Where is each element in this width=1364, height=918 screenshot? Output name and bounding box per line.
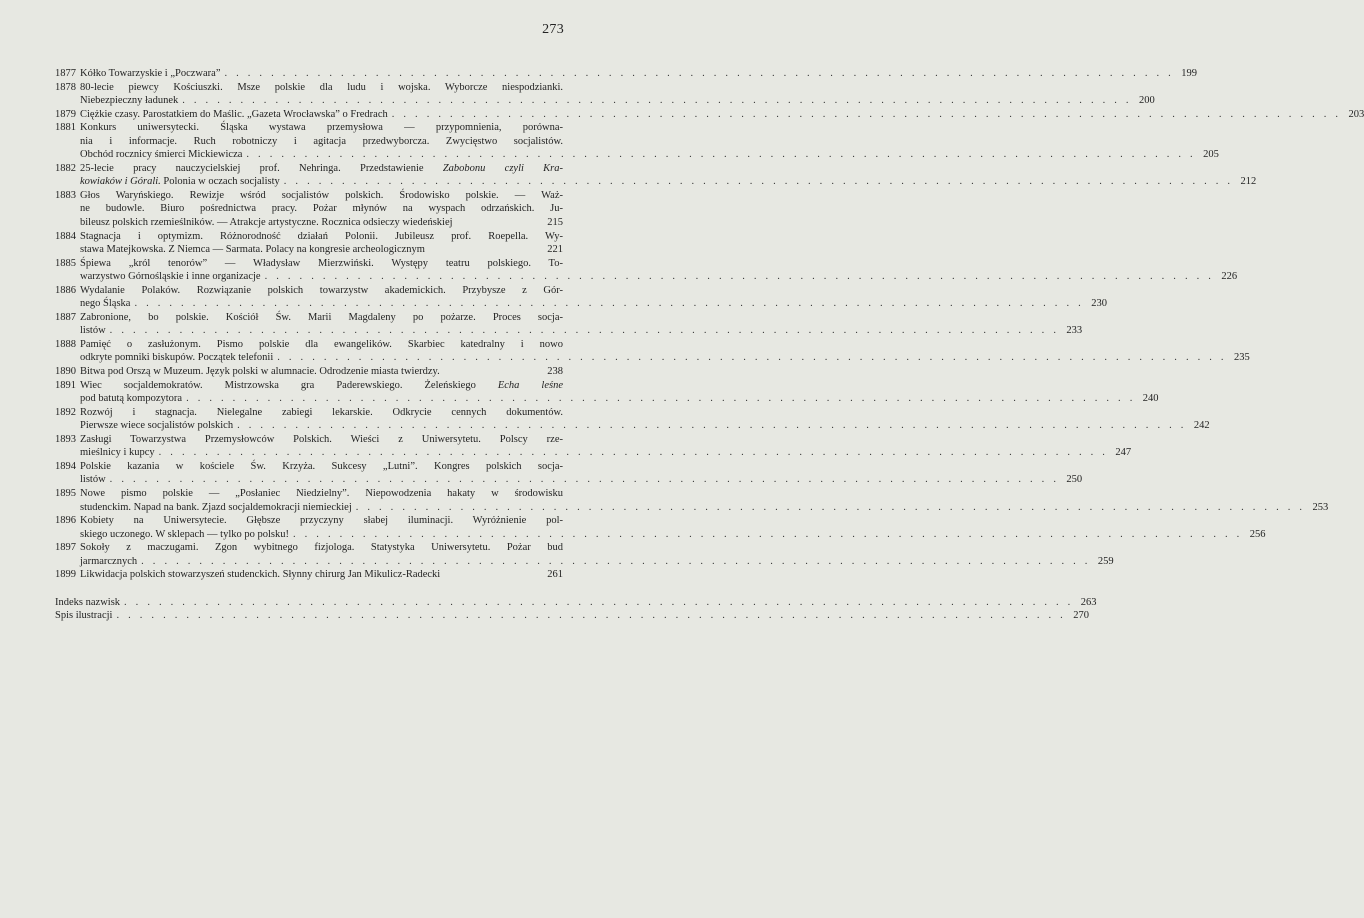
entry-text [80, 338, 563, 352]
text-segment: Niebezpieczny ładunek [80, 95, 179, 107]
text-segment: listów [80, 474, 106, 486]
entry-body [80, 257, 1238, 284]
text-segment: Śpiewa „król tenorów” — Władysław Mierzwiński. Występy teatru polskiego. To- [80, 257, 563, 269]
entry-text [80, 379, 563, 393]
entry-year: 1878 [55, 81, 76, 93]
page-ref: 247 [1115, 447, 1132, 459]
toc-entry [55, 365, 563, 379]
entry-year: 1890 [55, 366, 76, 378]
text-segment: Wiec socjaldemokratów. Mistrzowska gra Paderewskiego. Żeleńskiego [80, 379, 498, 391]
dot-leader [392, 108, 1341, 122]
toc-entry [55, 514, 1266, 541]
entry-body [80, 406, 1210, 433]
page-ref: 205 [1203, 149, 1219, 161]
entry-line [80, 555, 1114, 569]
text-segment: studenckim. Napad na bank. Zjazd socjaldemokracji niemieckiej [80, 501, 352, 513]
text-segment: Polonia w oczach socjalisty [160, 176, 280, 188]
page-ref: 259 [1097, 555, 1114, 567]
dot-leader [237, 419, 1186, 433]
italic-title: Echa leśne [497, 379, 563, 391]
entry-line [80, 528, 1266, 542]
entry-text [80, 555, 137, 569]
page-ref: 261 [547, 569, 563, 581]
page-ref: 250 [1066, 474, 1083, 486]
toc-entry [55, 67, 1197, 81]
text-segment: Wydalanie Polaków. Rozwiązanie polskich towarzystw akademickich. Przybysze z Gór- [80, 284, 563, 296]
page-ref: 235 [1233, 352, 1250, 364]
entry-text [80, 406, 563, 420]
entry-text [80, 94, 178, 108]
entry-line [80, 202, 563, 216]
entry-text [80, 473, 106, 487]
entry-line [80, 94, 1155, 108]
entry-line [80, 81, 563, 95]
entry-line [80, 243, 563, 257]
toc-entry [55, 284, 1107, 311]
entry-text [80, 568, 440, 582]
text-segment: Pierwsze wiece socjalistów polskich [80, 420, 234, 432]
entry-text [80, 487, 563, 501]
dot-leader [284, 175, 1233, 189]
page-ref: 270 [1073, 610, 1089, 622]
entry-text [80, 135, 563, 149]
text-segment: 25-lecie pracy nauczycielskiej prof. Nehringa. Przedstawienie [80, 162, 443, 174]
entry-year: 1884 [55, 230, 76, 242]
text-segment: 80-lecie piewcy Kościuszki. Msze polskie dla ludu i wojska. Wyborcze niespodzianki. [80, 81, 563, 93]
page-ref: 256 [1249, 528, 1266, 540]
entry-text [80, 351, 273, 365]
entry-year: 1896 [55, 515, 76, 527]
toc-entry [55, 406, 1210, 433]
text-segment: skiego uczonego. W sklepach — tylko po polsku! [80, 528, 289, 540]
dot-leader [356, 501, 1305, 515]
entry-text [80, 67, 220, 81]
dot-leader [124, 596, 1073, 610]
entry-year: 1895 [55, 487, 76, 499]
entry-line [80, 379, 563, 393]
toc-entry [55, 338, 1250, 365]
entry-body [80, 67, 1197, 81]
entry-text [80, 81, 563, 95]
entry-text [80, 297, 130, 311]
entry-body [80, 189, 563, 230]
entry-line [80, 189, 563, 203]
dot-leader [182, 94, 1131, 108]
entry-text [80, 514, 563, 528]
text-segment: Zasługi Towarzystwa Przemysłowców Polskich. Wieści z Uniwersytetu. Polscy rze- [80, 433, 563, 445]
entry-line [80, 541, 563, 555]
entry-body [80, 121, 1219, 162]
page-ref: 212 [1240, 176, 1257, 188]
entry-text [80, 202, 563, 216]
entry-line [55, 596, 1097, 610]
entry-line [80, 108, 1364, 122]
entry-text [80, 446, 155, 460]
back-matter-entry [55, 609, 1089, 623]
entry-line [80, 351, 1250, 365]
entry-text [80, 324, 106, 338]
entry-text [80, 121, 563, 135]
toc-entry [55, 189, 563, 230]
italic-title: Zabobonu czyli Kra- [442, 162, 564, 174]
entry-year: 1897 [55, 542, 76, 554]
entry-text [80, 270, 261, 284]
entry-line [80, 297, 1107, 311]
entry-body [80, 460, 1083, 487]
text-segment: ne budowle. Biuro pośrednictwa pracy. Pożar młynów na wyspach odrzańskich. Ju- [80, 203, 563, 215]
entry-text [80, 460, 563, 474]
text-segment: nia i informacje. Ruch robotniczy i agitacja przedwyborcza. Zwycięstwo socjalistów. [80, 135, 563, 147]
text-segment: bileusz polskich rzemieślników. — Atrakcje artystyczne. Rocznica odsieczy wiedeńskiej [80, 217, 453, 229]
entry-year: 1893 [55, 433, 76, 445]
back-matter-label: Indeks nazwisk [55, 596, 121, 608]
entry-year: 1894 [55, 460, 76, 472]
entry-line [80, 473, 1083, 487]
entry-line [80, 501, 1329, 515]
entry-year: 1879 [55, 108, 76, 120]
italic-title: kowiaków i Górali. [80, 176, 161, 188]
text-segment: Bitwa pod Orszą w Muzeum. Język polski w alumnacie. Odrodzenie miasta twierdzy. [80, 366, 440, 378]
entry-text [80, 243, 425, 257]
text-segment: odkryte pomniki biskupów. Początek telefonii [80, 352, 274, 364]
text-segment: Kobiety na Uniwersytecie. Głębsze przyczyny słabej iluminacji. Wyróżnienie pol- [80, 515, 563, 527]
toc-entry [55, 379, 1159, 406]
entry-line [80, 487, 563, 501]
toc-entry [55, 230, 563, 257]
page-ref: 238 [547, 366, 563, 378]
page-ref: 230 [1091, 298, 1107, 310]
page-ref: 242 [1193, 420, 1210, 432]
page-ref: 226 [1221, 271, 1238, 283]
entry-year: 1887 [55, 311, 76, 323]
entry-body [80, 379, 1159, 406]
entry-body [80, 81, 1155, 108]
entry-line [80, 446, 1132, 460]
dot-leader [159, 446, 1108, 460]
toc-entry [55, 568, 563, 582]
text-segment: Sokoły z maczugami. Zgon wybitnego fizjologa. Statystyka Uniwersytetu. Pożar bud [80, 542, 563, 554]
entry-line [80, 365, 563, 379]
entry-body [80, 284, 1107, 311]
dot-leader [224, 67, 1173, 81]
dot-leader [277, 351, 1226, 365]
entry-body [80, 108, 1364, 122]
toc-entry [55, 81, 1155, 108]
entry-text [80, 189, 563, 203]
dot-leader [110, 473, 1059, 487]
toc-entry [55, 162, 1257, 189]
entry-text [80, 230, 563, 244]
entry-year: 1899 [55, 569, 76, 581]
entry-body [80, 568, 563, 582]
entry-text [80, 392, 182, 406]
entry-line [80, 67, 1197, 81]
page-ref: 200 [1138, 95, 1155, 107]
entry-line [80, 162, 563, 176]
entry-body [80, 311, 1083, 338]
back-matter-label: Spis ilustracji [55, 610, 113, 622]
dot-leader [110, 324, 1059, 338]
entry-year: 1892 [55, 406, 76, 418]
toc-entry [55, 257, 1238, 284]
entry-line [80, 270, 1238, 284]
page-ref: 240 [1142, 393, 1159, 405]
page-ref: 221 [547, 244, 563, 256]
entry-body [80, 338, 1250, 365]
entry-text [80, 148, 242, 162]
entry-line [80, 324, 1083, 338]
dot-leader [246, 148, 1195, 162]
text-segment: nego Śląska [80, 298, 131, 310]
text-segment: Kółko Towarzyskie i „Poczwara” [80, 68, 221, 79]
entry-line [80, 433, 563, 447]
text-segment: Nowe pismo polskie — „Posłaniec Niedzielny”. Niepowodzenia hakaty w środowisku [80, 487, 563, 499]
page-ref: 215 [547, 217, 563, 229]
text-segment: Głos Waryńskiego. Rewizje wśród socjalistów polskich. Środowisko polskie. — Waż- [80, 189, 563, 201]
entry-body [80, 541, 1114, 568]
page-ref: 233 [1066, 325, 1083, 337]
text-segment: Stagnacja i optymizm. Różnorodność działań Polonii. Jubileusz prof. Roepella. Wy- [80, 230, 563, 242]
entry-year: 1883 [55, 189, 76, 201]
text-segment: jarmarcznych [80, 555, 138, 567]
back-matter-entry [55, 596, 1097, 610]
text-segment: Ciężkie czasy. Parostatkiem do Maślic. „Gazeta Wrocławska” o Fredrach [80, 108, 388, 120]
entry-line [80, 284, 563, 298]
text-segment: stawa Matejkowska. Z Niemca — Sarmata. Polacy na kongresie archeologicznym [80, 244, 425, 256]
entry-body [80, 487, 1329, 514]
dot-leader [293, 528, 1242, 542]
entry-line [80, 514, 563, 528]
text-segment: listów [80, 325, 106, 337]
entry-line [55, 609, 1089, 623]
toc-entry [55, 487, 1329, 514]
text-segment: Zabronione, bo polskie. Kościół Św. Marii Magdaleny po pożarze. Proces socja- [80, 311, 563, 323]
entry-year: 1886 [55, 284, 76, 296]
entry-line [80, 230, 563, 244]
entry-text [80, 257, 563, 271]
entry-line [80, 216, 563, 230]
section-gap [55, 582, 563, 596]
text-segment: Likwidacja polskich stowarzyszeń studenckich. Słynny chirurg Jan Mikulicz-Radecki [80, 569, 441, 581]
text-segment: Pamięć o zasłużonym. Pismo polskie dla ewangelików. Skarbiec katedralny i nowo [80, 338, 563, 350]
entry-text [80, 162, 563, 176]
entry-text [80, 108, 388, 122]
entry-text [80, 433, 563, 447]
dot-leader [134, 297, 1083, 311]
entry-text [80, 365, 440, 379]
toc-entry [55, 311, 1083, 338]
entry-line [80, 311, 563, 325]
text-segment: Konkurs uniwersytecki. Śląska wystawa przemysłowa — przypomnienia, porówna- [80, 122, 563, 134]
entry-year: 1891 [55, 379, 76, 391]
toc-entry [55, 460, 1083, 487]
entry-line [80, 568, 563, 582]
dot-leader [186, 392, 1135, 406]
entry-text [80, 284, 563, 298]
entry-text [80, 501, 352, 515]
dot-leader [116, 609, 1065, 623]
entry-text [80, 311, 563, 325]
entry-line [80, 175, 1257, 189]
text-segment: Obchód rocznicy śmierci Mickiewicza [80, 149, 243, 161]
entry-body [80, 365, 563, 379]
page-ref: 203 [1348, 108, 1364, 120]
entry-line [80, 392, 1159, 406]
entry-line [80, 419, 1210, 433]
entry-year: 1882 [55, 162, 76, 174]
entry-body [55, 609, 1089, 623]
text-segment: pod batutą kompozytora [80, 393, 183, 405]
entry-text [80, 216, 453, 230]
entry-line [80, 257, 563, 271]
entry-body [80, 514, 1266, 541]
page-ref: 199 [1181, 68, 1197, 79]
entry-year: 1888 [55, 338, 76, 350]
entry-body [55, 596, 1097, 610]
entry-body [80, 230, 563, 257]
entry-line [80, 460, 563, 474]
entry-line [80, 148, 1219, 162]
dot-leader [141, 555, 1090, 569]
entry-year: 1885 [55, 257, 76, 269]
entry-line [80, 406, 563, 420]
entry-text [80, 419, 233, 433]
entry-body [80, 433, 1132, 460]
toc-entry [55, 108, 1364, 122]
entry-line [80, 121, 563, 135]
entry-text [80, 175, 280, 189]
toc-entry [55, 121, 1219, 162]
text-segment: warzystwo Górnośląskie i inne organizacje [80, 271, 261, 283]
dot-leader [265, 270, 1214, 284]
page-ref: 263 [1080, 596, 1097, 608]
entry-text [80, 541, 563, 555]
entry-body [80, 162, 1257, 189]
table-of-contents [55, 67, 1364, 623]
page-number: 273 [542, 22, 564, 37]
entry-year: 1877 [55, 68, 76, 79]
entry-text [80, 528, 289, 542]
toc-entry [55, 541, 1114, 568]
entry-line [80, 135, 563, 149]
entry-year: 1881 [55, 122, 76, 134]
toc-entry [55, 433, 1132, 460]
text-segment: mieślnicy i kupcy [80, 447, 155, 459]
page-ref: 253 [1312, 501, 1329, 513]
text-segment: Rozwój i stagnacja. Nielegalne zabiegi lekarskie. Odkrycie cennych dokumentów. [80, 406, 563, 418]
entry-line [80, 338, 563, 352]
text-segment: Polskie kazania w kościele Św. Krzyża. Sukcesy „Lutni”. Kongres polskich socja- [80, 460, 563, 472]
